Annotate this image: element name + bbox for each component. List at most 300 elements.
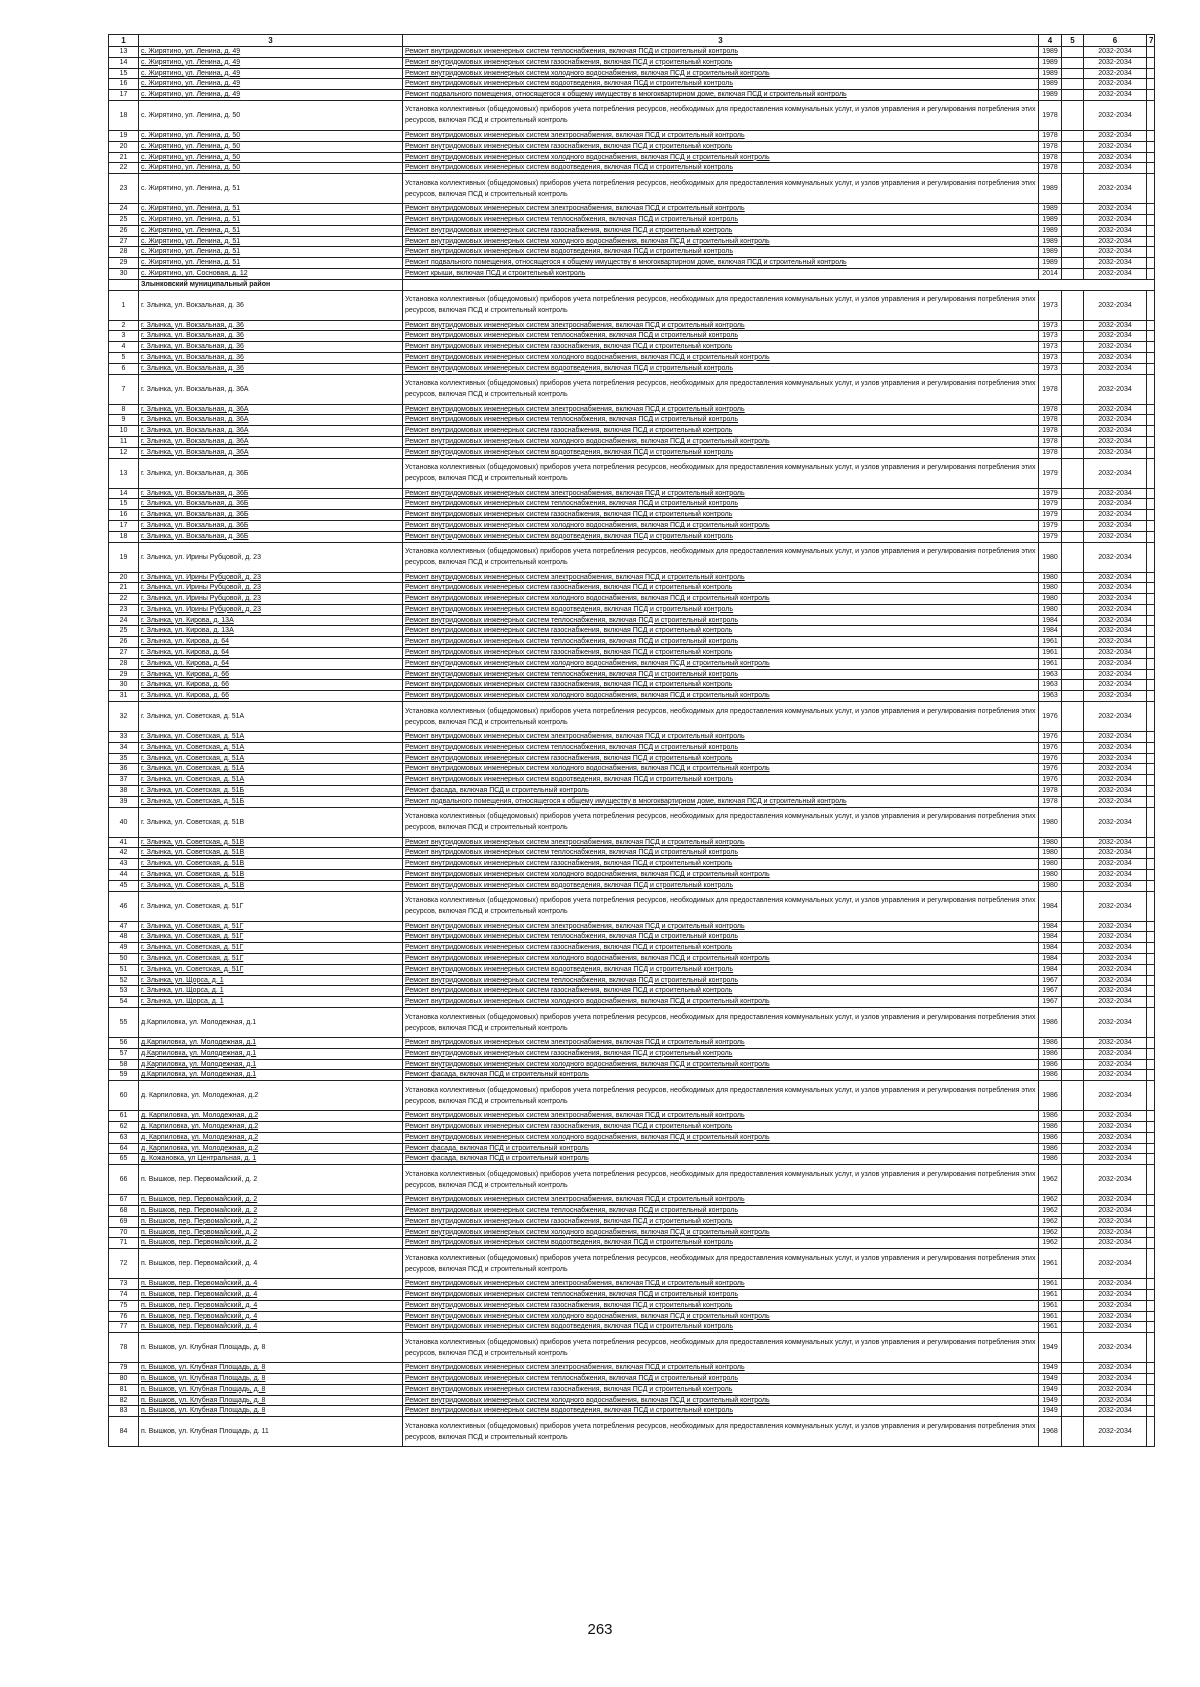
row-year: 1978: [1039, 130, 1062, 141]
row-work-type: Ремонт внутридомовых инженерных систем теплоснабжения, включая ПСД и строительный контроль: [403, 331, 1039, 342]
row-address: п. Вышков, пер. Первомайский, д. 4: [139, 1249, 403, 1279]
row-address: г. Злынка, ул. Советская, д. 51А: [139, 732, 403, 743]
row-period: 2032-2034: [1084, 520, 1147, 531]
row-year: 1973: [1039, 363, 1062, 374]
row-year: 1973: [1039, 290, 1062, 320]
row-work-type: Ремонт внутридомовых инженерных систем электроснабжения, включая ПСД и строительный контроль: [403, 1038, 1039, 1049]
row-period: 2032-2034: [1084, 1121, 1147, 1132]
row-col-5: [1062, 204, 1084, 215]
row-col-5: [1062, 236, 1084, 247]
district-number-cell: [109, 279, 139, 290]
row-col-7: [1147, 488, 1155, 499]
row-col-5: [1062, 658, 1084, 669]
row-work-type: Ремонт внутридомовых инженерных систем теплоснабжения, включая ПСД и строительный контроль: [403, 848, 1039, 859]
row-period: 2032-2034: [1084, 1070, 1147, 1081]
header-col-address: 3: [139, 35, 403, 47]
row-year: 1979: [1039, 520, 1062, 531]
row-address: п. Вышков, пер. Первомайский, д. 4: [139, 1322, 403, 1333]
row-address: г. Злынка, ул. Советская, д. 51Б: [139, 786, 403, 797]
row-col-5: [1062, 130, 1084, 141]
row-col-7: [1147, 807, 1155, 837]
row-col-5: [1062, 691, 1084, 702]
row-period: 2032-2034: [1084, 604, 1147, 615]
row-year: 1978: [1039, 796, 1062, 807]
row-address: п. Вышков, ул. Клубная Площадь, д. 8: [139, 1384, 403, 1395]
row-col-5: [1062, 1143, 1084, 1154]
row-year: 1973: [1039, 352, 1062, 363]
row-address: г. Злынка, ул. Кирова, д. 66: [139, 680, 403, 691]
row-number: 23: [109, 604, 139, 615]
row-work-type: Ремонт внутридомовых инженерных систем газоснабжения, включая ПСД и строительный контроль: [403, 583, 1039, 594]
row-work-type: Ремонт внутридомовых инженерных систем водоотведения, включая ПСД и строительный контроль: [403, 775, 1039, 786]
row-year: 1978: [1039, 415, 1062, 426]
row-period: 2032-2034: [1084, 1289, 1147, 1300]
row-address: п. Вышков, пер. Первомайский, д. 2: [139, 1216, 403, 1227]
row-work-type: Ремонт внутридомовых инженерных систем теплоснабжения, включая ПСД и строительный контроль: [403, 932, 1039, 943]
row-work-type: Ремонт внутридомовых инженерных систем электроснабжения, включая ПСД и строительный контроль: [403, 130, 1039, 141]
row-address: п. Вышков, ул. Клубная Площадь, д. 8: [139, 1395, 403, 1406]
row-year: 1986: [1039, 1154, 1062, 1165]
row-col-7: [1147, 932, 1155, 943]
row-year: 1976: [1039, 753, 1062, 764]
row-year: 1961: [1039, 1300, 1062, 1311]
row-work-type: Ремонт внутридомовых инженерных систем теплоснабжения, включая ПСД и строительный контроль: [403, 47, 1039, 58]
row-col-5: [1062, 1195, 1084, 1206]
row-period: 2032-2034: [1084, 1279, 1147, 1290]
row-period: 2032-2034: [1084, 374, 1147, 404]
row-year: 1986: [1039, 1111, 1062, 1122]
row-year: 1949: [1039, 1395, 1062, 1406]
table-row: [109, 669, 1155, 680]
row-work-type: Ремонт внутридомовых инженерных систем холодного водоснабжения, включая ПСД и строительный контроль: [403, 520, 1039, 531]
row-col-5: [1062, 997, 1084, 1008]
row-number: 19: [109, 542, 139, 572]
table-row: [109, 320, 1155, 331]
row-col-5: [1062, 572, 1084, 583]
row-work-type: Ремонт внутридомовых инженерных систем электроснабжения, включая ПСД и строительный контроль: [403, 1279, 1039, 1290]
row-work-type: Ремонт фасада, включая ПСД и строительный контроль: [403, 1143, 1039, 1154]
row-col-5: [1062, 1059, 1084, 1070]
row-address: д.Карпиловка, ул. Молодежная, д.1: [139, 1038, 403, 1049]
row-number: 31: [109, 691, 139, 702]
table-row: [109, 458, 1155, 488]
row-year: 1984: [1039, 964, 1062, 975]
row-work-type: Ремонт внутридомовых инженерных систем газоснабжения, включая ПСД и строительный контроль: [403, 1384, 1039, 1395]
row-period: 2032-2034: [1084, 753, 1147, 764]
table-row: [109, 753, 1155, 764]
row-col-7: [1147, 943, 1155, 954]
row-work-type: Ремонт крыши, включая ПСД и строительный контроль: [403, 268, 1039, 279]
row-period: 2032-2034: [1084, 363, 1147, 374]
row-address: с. Жирятино, ул. Ленина, д. 50: [139, 141, 403, 152]
row-address: г. Злынка, ул. Щорса, д. 1: [139, 986, 403, 997]
row-period: 2032-2034: [1084, 152, 1147, 163]
row-number: 53: [109, 986, 139, 997]
table-row: [109, 1195, 1155, 1206]
table-body: [109, 47, 1155, 1447]
row-col-7: [1147, 204, 1155, 215]
row-number: 29: [109, 258, 139, 269]
row-year: 1973: [1039, 320, 1062, 331]
row-number: 66: [109, 1165, 139, 1195]
row-col-7: [1147, 447, 1155, 458]
row-address: г. Злынка, ул. Кирова, д. 64: [139, 658, 403, 669]
row-col-7: [1147, 1406, 1155, 1417]
row-work-type: Установка коллективных (общедомовых) приборов учета потребления ресурсов, необходимых для предоставления коммунальных услуг, и узлов управления и регулирования потребления этих ресурсов, включая ПСД и строительный контроль: [403, 702, 1039, 732]
row-work-type: Ремонт внутридомовых инженерных систем электроснабжения, включая ПСД и строительный контроль: [403, 320, 1039, 331]
row-col-5: [1062, 1406, 1084, 1417]
row-number: 36: [109, 764, 139, 775]
row-number: 58: [109, 1059, 139, 1070]
table-row: [109, 1249, 1155, 1279]
row-work-type: Установка коллективных (общедомовых) приборов учета потребления ресурсов, необходимых для предоставления коммунальных услуг, и узлов управления и регулирования потребления этих ресурсов, включая ПСД и строительный контроль: [403, 100, 1039, 130]
row-col-7: [1147, 1238, 1155, 1249]
row-col-5: [1062, 1121, 1084, 1132]
table-row: [109, 100, 1155, 130]
row-work-type: Ремонт внутридомовых инженерных систем газоснабжения, включая ПСД и строительный контроль: [403, 859, 1039, 870]
row-address: д. Карпиловка, ул. Молодежная, д.2: [139, 1111, 403, 1122]
row-col-7: [1147, 415, 1155, 426]
row-col-5: [1062, 764, 1084, 775]
row-col-7: [1147, 1322, 1155, 1333]
row-period: 2032-2034: [1084, 986, 1147, 997]
row-period: 2032-2034: [1084, 510, 1147, 521]
row-period: 2032-2034: [1084, 1322, 1147, 1333]
table-row: [109, 331, 1155, 342]
row-work-type: Ремонт внутридомовых инженерных систем газоснабжения, включая ПСД и строительный контроль: [403, 141, 1039, 152]
row-work-type: Ремонт внутридомовых инженерных систем электроснабжения, включая ПСД и строительный контроль: [403, 732, 1039, 743]
table-row: [109, 236, 1155, 247]
row-number: 26: [109, 225, 139, 236]
row-col-5: [1062, 1238, 1084, 1249]
row-address: п. Вышков, пер. Первомайский, д. 2: [139, 1227, 403, 1238]
row-col-5: [1062, 807, 1084, 837]
row-number: 77: [109, 1322, 139, 1333]
row-col-5: [1062, 404, 1084, 415]
row-address: п. Вышков, ул. Клубная Площадь, д. 8: [139, 1363, 403, 1374]
row-number: 49: [109, 943, 139, 954]
row-year: 1986: [1039, 1059, 1062, 1070]
table-row: [109, 594, 1155, 605]
row-col-5: [1062, 426, 1084, 437]
row-work-type: Ремонт внутридомовых инженерных систем водоотведения, включая ПСД и строительный контроль: [403, 1406, 1039, 1417]
row-col-5: [1062, 542, 1084, 572]
row-col-5: [1062, 1227, 1084, 1238]
row-period: 2032-2034: [1084, 488, 1147, 499]
row-year: 1980: [1039, 837, 1062, 848]
row-col-7: [1147, 1333, 1155, 1363]
row-address: с. Жирятино, ул. Ленина, д. 49: [139, 90, 403, 101]
table-row: [109, 1165, 1155, 1195]
row-work-type: Ремонт внутридомовых инженерных систем водоотведения, включая ПСД и строительный контроль: [403, 447, 1039, 458]
row-col-5: [1062, 848, 1084, 859]
row-address: с. Жирятино, ул. Ленина, д. 50: [139, 163, 403, 174]
row-number: 29: [109, 669, 139, 680]
row-address: с. Жирятино, ул. Ленина, д. 51: [139, 258, 403, 269]
row-address: п. Вышков, ул. Клубная Площадь, д. 8: [139, 1373, 403, 1384]
table-row: [109, 488, 1155, 499]
row-year: 1986: [1039, 1038, 1062, 1049]
row-period: 2032-2034: [1084, 1384, 1147, 1395]
row-work-type: Установка коллективных (общедомовых) приборов учета потребления ресурсов, необходимых для предоставления коммунальных услуг, и узлов управления и регулирования потребления этих ресурсов, включая ПСД и строительный контроль: [403, 542, 1039, 572]
row-work-type: Ремонт внутридомовых инженерных систем электроснабжения, включая ПСД и строительный контроль: [403, 404, 1039, 415]
table-row: [109, 880, 1155, 891]
row-address: г. Злынка, ул. Советская, д. 51В: [139, 870, 403, 881]
row-address: п. Вышков, пер. Первомайский, д. 2: [139, 1205, 403, 1216]
row-work-type: Ремонт внутридомовых инженерных систем теплоснабжения, включая ПСД и строительный контроль: [403, 975, 1039, 986]
row-number: 57: [109, 1048, 139, 1059]
row-number: 48: [109, 932, 139, 943]
row-number: 24: [109, 615, 139, 626]
table-row: [109, 363, 1155, 374]
row-address: г. Злынка, ул. Ирины Рубцовой, д. 23: [139, 594, 403, 605]
table-row: [109, 415, 1155, 426]
row-address: п. Вышков, пер. Первомайский, д. 4: [139, 1289, 403, 1300]
row-year: 1976: [1039, 732, 1062, 743]
table-row: [109, 426, 1155, 437]
row-col-7: [1147, 426, 1155, 437]
row-year: 1980: [1039, 807, 1062, 837]
row-address: г. Злынка, ул. Советская, д. 51Г: [139, 932, 403, 943]
row-period: 2032-2034: [1084, 1132, 1147, 1143]
row-work-type: Ремонт внутридомовых инженерных систем водоотведения, включая ПСД и строительный контроль: [403, 880, 1039, 891]
row-year: 1961: [1039, 1311, 1062, 1322]
row-col-7: [1147, 236, 1155, 247]
row-address: п. Вышков, пер. Первомайский, д. 2: [139, 1165, 403, 1195]
row-address: г. Злынка, ул. Вокзальная, д. 36Б: [139, 499, 403, 510]
row-address: д. Карпиловка, ул. Молодежная, д.2: [139, 1081, 403, 1111]
row-address: д. Кожановка, ул Центральная, д. 1: [139, 1154, 403, 1165]
row-col-5: [1062, 964, 1084, 975]
row-col-5: [1062, 488, 1084, 499]
table-row: [109, 152, 1155, 163]
row-col-5: [1062, 626, 1084, 637]
row-number: 6: [109, 363, 139, 374]
row-address: с. Жирятино, ул. Ленина, д. 49: [139, 79, 403, 90]
row-number: 33: [109, 732, 139, 743]
row-year: 1979: [1039, 510, 1062, 521]
row-address: г. Злынка, ул. Кирова, д. 64: [139, 637, 403, 648]
row-col-7: [1147, 637, 1155, 648]
row-col-5: [1062, 1008, 1084, 1038]
row-work-type: Ремонт фасада, включая ПСД и строительный контроль: [403, 1154, 1039, 1165]
row-work-type: Ремонт внутридомовых инженерных систем холодного водоснабжения, включая ПСД и строительный контроль: [403, 1059, 1039, 1070]
row-col-5: [1062, 141, 1084, 152]
row-col-7: [1147, 964, 1155, 975]
row-col-7: [1147, 1216, 1155, 1227]
row-year: 1984: [1039, 943, 1062, 954]
row-work-type: Ремонт внутридомовых инженерных систем теплоснабжения, включая ПСД и строительный контроль: [403, 214, 1039, 225]
row-work-type: Ремонт фасада, включая ПСД и строительный контроль: [403, 1070, 1039, 1081]
row-work-type: Ремонт внутридомовых инженерных систем холодного водоснабжения, включая ПСД и строительный контроль: [403, 236, 1039, 247]
table-row: [109, 837, 1155, 848]
row-work-type: Ремонт внутридомовых инженерных систем газоснабжения, включая ПСД и строительный контроль: [403, 648, 1039, 659]
row-col-7: [1147, 1059, 1155, 1070]
row-address: г. Злынка, ул. Вокзальная, д. 36А: [139, 426, 403, 437]
row-address: г. Злынка, ул. Советская, д. 51Г: [139, 943, 403, 954]
row-number: 40: [109, 807, 139, 837]
row-col-5: [1062, 891, 1084, 921]
row-col-7: [1147, 225, 1155, 236]
row-number: 4: [109, 342, 139, 353]
row-number: 28: [109, 247, 139, 258]
row-work-type: Ремонт внутридомовых инженерных систем газоснабжения, включая ПСД и строительный контроль: [403, 426, 1039, 437]
table-row: [109, 531, 1155, 542]
row-number: 1: [109, 290, 139, 320]
row-col-5: [1062, 1070, 1084, 1081]
row-work-type: Ремонт внутридомовых инженерных систем электроснабжения, включая ПСД и строительный контроль: [403, 921, 1039, 932]
row-work-type: Ремонт внутридомовых инженерных систем водоотведения, включая ПСД и строительный контроль: [403, 163, 1039, 174]
row-address: г. Злынка, ул. Вокзальная, д. 36: [139, 290, 403, 320]
row-address: п. Вышков, ул. Клубная Площадь, д. 11: [139, 1417, 403, 1447]
header-col-year: 4: [1039, 35, 1062, 47]
row-work-type: Ремонт внутридомовых инженерных систем теплоснабжения, включая ПСД и строительный контроль: [403, 637, 1039, 648]
row-col-7: [1147, 796, 1155, 807]
row-period: 2032-2034: [1084, 742, 1147, 753]
table-row: [109, 1227, 1155, 1238]
row-col-5: [1062, 1311, 1084, 1322]
row-period: 2032-2034: [1084, 680, 1147, 691]
row-col-7: [1147, 753, 1155, 764]
row-year: 1978: [1039, 426, 1062, 437]
row-col-5: [1062, 932, 1084, 943]
row-period: 2032-2034: [1084, 648, 1147, 659]
row-period: 2032-2034: [1084, 786, 1147, 797]
row-period: 2032-2034: [1084, 572, 1147, 583]
row-work-type: Ремонт внутридомовых инженерных систем электроснабжения, включая ПСД и строительный контроль: [403, 1363, 1039, 1374]
row-col-5: [1062, 1417, 1084, 1447]
row-col-7: [1147, 57, 1155, 68]
row-work-type: Ремонт внутридомовых инженерных систем газоснабжения, включая ПСД и строительный контроль: [403, 510, 1039, 521]
row-period: 2032-2034: [1084, 943, 1147, 954]
row-work-type: Ремонт внутридомовых инженерных систем холодного водоснабжения, включая ПСД и строительный контроль: [403, 68, 1039, 79]
row-work-type: Ремонт внутридомовых инженерных систем теплоснабжения, включая ПСД и строительный контроль: [403, 1205, 1039, 1216]
table-row: [109, 47, 1155, 58]
row-col-5: [1062, 225, 1084, 236]
row-number: 82: [109, 1395, 139, 1406]
row-col-5: [1062, 352, 1084, 363]
row-period: 2032-2034: [1084, 1048, 1147, 1059]
table-row: [109, 1143, 1155, 1154]
row-work-type: Установка коллективных (общедомовых) приборов учета потребления ресурсов, необходимых для предоставления коммунальных услуг, и узлов управления и регулирования потребления этих ресурсов, включая ПСД и строительный контроль: [403, 1081, 1039, 1111]
row-period: 2032-2034: [1084, 997, 1147, 1008]
table-row: [109, 542, 1155, 572]
row-col-5: [1062, 258, 1084, 269]
row-period: 2032-2034: [1084, 583, 1147, 594]
row-col-7: [1147, 290, 1155, 320]
row-col-5: [1062, 753, 1084, 764]
row-number: 2: [109, 320, 139, 331]
row-year: 1978: [1039, 404, 1062, 415]
row-col-5: [1062, 174, 1084, 204]
row-col-5: [1062, 363, 1084, 374]
row-col-7: [1147, 1395, 1155, 1406]
table-row: [109, 1081, 1155, 1111]
row-col-7: [1147, 342, 1155, 353]
header-col-work: 3: [403, 35, 1039, 47]
row-period: 2032-2034: [1084, 214, 1147, 225]
row-col-7: [1147, 1289, 1155, 1300]
row-address: г. Злынка, ул. Щорса, д. 1: [139, 975, 403, 986]
row-col-5: [1062, 499, 1084, 510]
row-address: г. Злынка, ул. Вокзальная, д. 36: [139, 320, 403, 331]
row-address: с. Жирятино, ул. Ленина, д. 51: [139, 204, 403, 215]
row-period: 2032-2034: [1084, 1008, 1147, 1038]
row-address: г. Злынка, ул. Вокзальная, д. 36: [139, 352, 403, 363]
row-col-5: [1062, 90, 1084, 101]
table-row: [109, 57, 1155, 68]
row-period: 2032-2034: [1084, 732, 1147, 743]
row-col-7: [1147, 1227, 1155, 1238]
row-address: г. Злынка, ул. Советская, д. 51Г: [139, 964, 403, 975]
row-col-5: [1062, 415, 1084, 426]
row-col-7: [1147, 848, 1155, 859]
row-year: 1961: [1039, 1289, 1062, 1300]
page-number: 263: [587, 1621, 613, 1638]
row-period: 2032-2034: [1084, 342, 1147, 353]
row-work-type: Ремонт внутридомовых инженерных систем холодного водоснабжения, включая ПСД и строительный контроль: [403, 1132, 1039, 1143]
row-work-type: Ремонт внутридомовых инженерных систем холодного водоснабжения, включая ПСД и строительный контроль: [403, 658, 1039, 669]
row-number: 41: [109, 837, 139, 848]
row-col-7: [1147, 1300, 1155, 1311]
row-number: 76: [109, 1311, 139, 1322]
table-row: [109, 1289, 1155, 1300]
header-row: [109, 35, 1155, 47]
row-col-7: [1147, 921, 1155, 932]
table-row: [109, 1406, 1155, 1417]
table-row: [109, 510, 1155, 521]
row-col-5: [1062, 458, 1084, 488]
row-year: 1949: [1039, 1333, 1062, 1363]
table-row: [109, 1048, 1155, 1059]
row-address: г. Злынка, ул. Советская, д. 51В: [139, 848, 403, 859]
row-col-7: [1147, 604, 1155, 615]
row-address: с. Жирятино, ул. Ленина, д. 49: [139, 47, 403, 58]
row-col-7: [1147, 331, 1155, 342]
row-address: г. Злынка, ул. Вокзальная, д. 36А: [139, 415, 403, 426]
row-col-7: [1147, 1205, 1155, 1216]
row-col-7: [1147, 436, 1155, 447]
table-row: [109, 1154, 1155, 1165]
row-col-7: [1147, 1132, 1155, 1143]
row-work-type: Установка коллективных (общедомовых) приборов учета потребления ресурсов, необходимых для предоставления коммунальных услуг, и узлов управления и регулирования потребления этих ресурсов, включая ПСД и строительный контроль: [403, 174, 1039, 204]
table-row: [109, 1070, 1155, 1081]
row-work-type: Установка коллективных (общедомовых) приборов учета потребления ресурсов, необходимых для предоставления коммунальных услуг, и узлов управления и регулирования потребления этих ресурсов, включая ПСД и строительный контроль: [403, 891, 1039, 921]
row-col-5: [1062, 1205, 1084, 1216]
row-work-type: Ремонт внутридомовых инженерных систем холодного водоснабжения, включая ПСД и строительный контроль: [403, 764, 1039, 775]
row-number: 43: [109, 859, 139, 870]
row-col-7: [1147, 680, 1155, 691]
row-col-7: [1147, 880, 1155, 891]
row-period: 2032-2034: [1084, 837, 1147, 848]
table-row: [109, 637, 1155, 648]
row-period: 2032-2034: [1084, 90, 1147, 101]
row-period: 2032-2034: [1084, 47, 1147, 58]
row-number: 83: [109, 1406, 139, 1417]
row-period: 2032-2034: [1084, 891, 1147, 921]
table-row: [109, 141, 1155, 152]
row-work-type: Ремонт внутридомовых инженерных систем теплоснабжения, включая ПСД и строительный контроль: [403, 615, 1039, 626]
row-number: 47: [109, 921, 139, 932]
row-number: 34: [109, 742, 139, 753]
row-period: 2032-2034: [1084, 204, 1147, 215]
row-col-7: [1147, 320, 1155, 331]
row-period: 2032-2034: [1084, 1216, 1147, 1227]
row-work-type: Ремонт внутридомовых инженерных систем водоотведения, включая ПСД и строительный контроль: [403, 1322, 1039, 1333]
row-address: г. Злынка, ул. Советская, д. 51А: [139, 702, 403, 732]
row-col-7: [1147, 1363, 1155, 1374]
row-address: г. Злынка, ул. Вокзальная, д. 36А: [139, 404, 403, 415]
